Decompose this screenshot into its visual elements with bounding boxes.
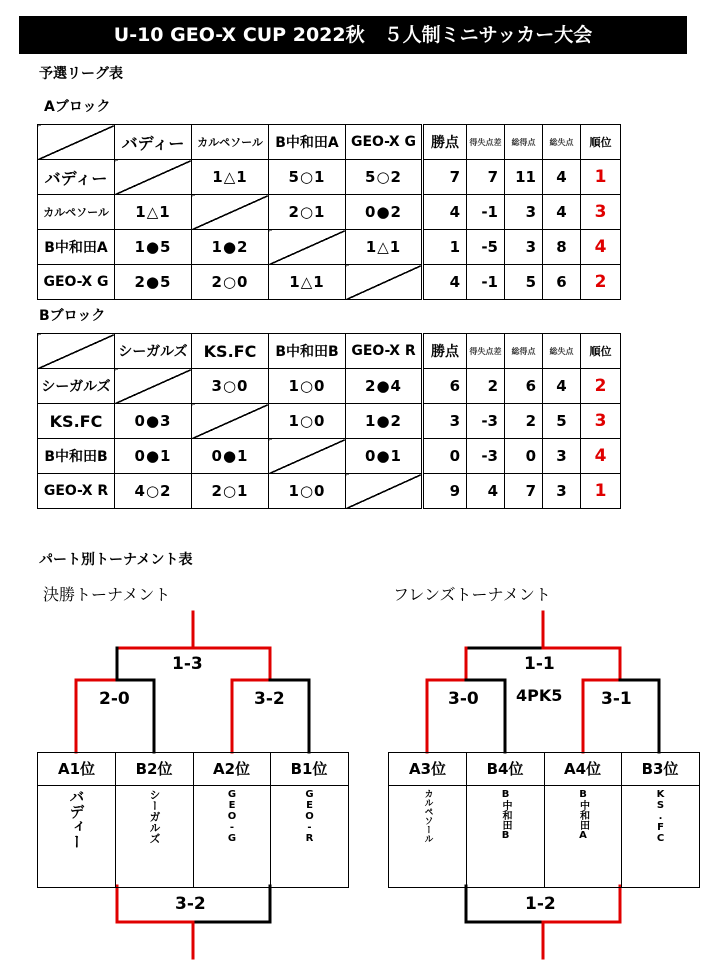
position-label: A4位: [563, 760, 602, 778]
result-cell: 2●4: [346, 369, 423, 404]
points-cell: 4: [423, 195, 467, 230]
friends-final-score: 1-1: [524, 654, 555, 674]
goals-for-cell: 7: [505, 474, 543, 509]
points-cell: 6: [423, 369, 467, 404]
position-label: B2位: [135, 760, 173, 778]
team-name: GEO-G: [226, 789, 238, 844]
rank-cell: 1: [581, 160, 621, 195]
position-label: A1位: [57, 760, 96, 778]
team-name: KS.FC: [655, 789, 666, 844]
points-cell: 0: [423, 439, 467, 474]
goal-diff-cell: 2: [467, 369, 505, 404]
header-team: バディー: [115, 125, 192, 160]
final-score: 1-3: [172, 654, 203, 674]
header-goals-against: 総失点: [543, 125, 581, 160]
goal-diff-cell: -3: [467, 439, 505, 474]
result-cell: 0●1: [115, 439, 192, 474]
goals-for-cell: 2: [505, 404, 543, 439]
goal-diff-cell: -1: [467, 265, 505, 300]
header-goals-for: 総得点: [505, 125, 543, 160]
header-points: 勝点: [423, 125, 467, 160]
friends-pk-note: 4PK5: [516, 686, 563, 705]
final-tournament-title: 決勝トーナメント: [43, 585, 171, 604]
result-cell: 1△1: [115, 195, 192, 230]
rank-cell: 1: [581, 474, 621, 509]
header-rank: 順位: [581, 334, 621, 369]
page-title: U-10 GEO-X CUP 2022秋 ５人制ミニサッカー大会: [19, 16, 687, 54]
points-cell: 3: [423, 404, 467, 439]
result-cell: 1○0: [269, 404, 346, 439]
row-team: B中和田B: [38, 439, 115, 474]
header-team: シーガルズ: [115, 334, 192, 369]
team-name: カルペソール: [422, 789, 433, 843]
result-cell: 1●2: [346, 404, 423, 439]
semi-right-score: 3-2: [254, 689, 285, 709]
goals-for-cell: 3: [505, 195, 543, 230]
result-cell: 0●2: [346, 195, 423, 230]
goals-for-cell: 0: [505, 439, 543, 474]
goal-diff-cell: 7: [467, 160, 505, 195]
team-name: シーガルズ: [148, 789, 161, 844]
result-cell: 0●3: [115, 404, 192, 439]
position-label: B4位: [486, 760, 524, 778]
result-cell: 0●1: [192, 439, 269, 474]
rank-cell: 2: [581, 369, 621, 404]
rank-cell: 2: [581, 265, 621, 300]
row-team: B中和田A: [38, 230, 115, 265]
friends-tournament-title: フレンズトーナメント: [393, 585, 551, 604]
result-cell: 1○0: [269, 474, 346, 509]
rank-cell: 4: [581, 230, 621, 265]
rank-cell: 3: [581, 404, 621, 439]
result-cell: 2○1: [192, 474, 269, 509]
tournament-section-title: パート別トーナメント表: [39, 552, 193, 568]
row-team: GEO-X R: [38, 474, 115, 509]
position-label: B1位: [290, 760, 328, 778]
row-team: GEO-X G: [38, 265, 115, 300]
result-cell: 1●2: [192, 230, 269, 265]
goals-for-cell: 11: [505, 160, 543, 195]
friends-semi-left-score: 3-0: [448, 689, 479, 709]
final-teams-box: [37, 752, 349, 888]
result-cell: 2●5: [115, 265, 192, 300]
result-cell: 1●5: [115, 230, 192, 265]
header-rank: 順位: [581, 125, 621, 160]
result-cell: 5○2: [346, 160, 423, 195]
header-goal-diff: 得失点差: [467, 125, 505, 160]
points-cell: 1: [423, 230, 467, 265]
block-a-title: Aブロック: [44, 99, 111, 115]
result-cell: 1△1: [346, 230, 423, 265]
goals-against-cell: 3: [543, 439, 581, 474]
goals-against-cell: 5: [543, 404, 581, 439]
result-cell: 2○1: [269, 195, 346, 230]
position-label: A3位: [408, 760, 447, 778]
position-label: B3位: [641, 760, 679, 778]
third-place-area: [117, 886, 270, 922]
goals-against-cell: 4: [543, 195, 581, 230]
goals-against-cell: 6: [543, 265, 581, 300]
row-team: KS.FC: [38, 404, 115, 439]
header-goal-diff: 得失点差: [467, 334, 505, 369]
header-team: B中和田B: [269, 334, 346, 369]
header-team: カルペソール: [192, 125, 269, 160]
rank-cell: 4: [581, 439, 621, 474]
points-cell: 9: [423, 474, 467, 509]
position-label: A2位: [212, 760, 251, 778]
goals-against-cell: 3: [543, 474, 581, 509]
friends-semi-right-score: 3-1: [601, 689, 632, 709]
goal-diff-cell: -5: [467, 230, 505, 265]
result-cell: 3○0: [192, 369, 269, 404]
points-cell: 4: [423, 265, 467, 300]
rank-cell: 3: [581, 195, 621, 230]
team-name: バディー: [67, 789, 86, 849]
row-team: カルペソール: [38, 195, 115, 230]
header-goals-against: 総失点: [543, 334, 581, 369]
result-cell: 2○0: [192, 265, 269, 300]
header-team: GEO-X R: [346, 334, 423, 369]
row-team: バディー: [38, 160, 115, 195]
header-team: B中和田A: [269, 125, 346, 160]
result-cell: 1△1: [192, 160, 269, 195]
header-team: KS.FC: [192, 334, 269, 369]
points-cell: 7: [423, 160, 467, 195]
friends-third-place-score: 1-2: [525, 894, 556, 914]
header-team: GEO-X G: [346, 125, 423, 160]
result-cell: 0●1: [346, 439, 423, 474]
result-cell: 4○2: [115, 474, 192, 509]
result-cell: 1○0: [269, 369, 346, 404]
third-place-score: 3-2: [175, 894, 206, 914]
goals-for-cell: 6: [505, 369, 543, 404]
header-goals-for: 総得点: [505, 334, 543, 369]
block-b-title: Bブロック: [39, 308, 106, 324]
team-name: B中和田A: [577, 789, 589, 841]
league-section-title: 予選リーグ表: [39, 66, 123, 82]
goals-against-cell: 8: [543, 230, 581, 265]
goals-against-cell: 4: [543, 369, 581, 404]
header-points: 勝点: [423, 334, 467, 369]
result-cell: 1△1: [269, 265, 346, 300]
team-name: B中和田B: [500, 789, 511, 841]
team-name: GEO-R: [304, 789, 315, 844]
semi-left-score: 2-0: [99, 689, 130, 709]
goal-diff-cell: -1: [467, 195, 505, 230]
row-team: シーガルズ: [38, 369, 115, 404]
friends-teams-box: [388, 752, 700, 888]
goals-for-cell: 3: [505, 230, 543, 265]
goals-for-cell: 5: [505, 265, 543, 300]
goal-diff-cell: -3: [467, 404, 505, 439]
goals-against-cell: 4: [543, 160, 581, 195]
friends-third-place-area: [466, 886, 620, 922]
goal-diff-cell: 4: [467, 474, 505, 509]
result-cell: 5○1: [269, 160, 346, 195]
